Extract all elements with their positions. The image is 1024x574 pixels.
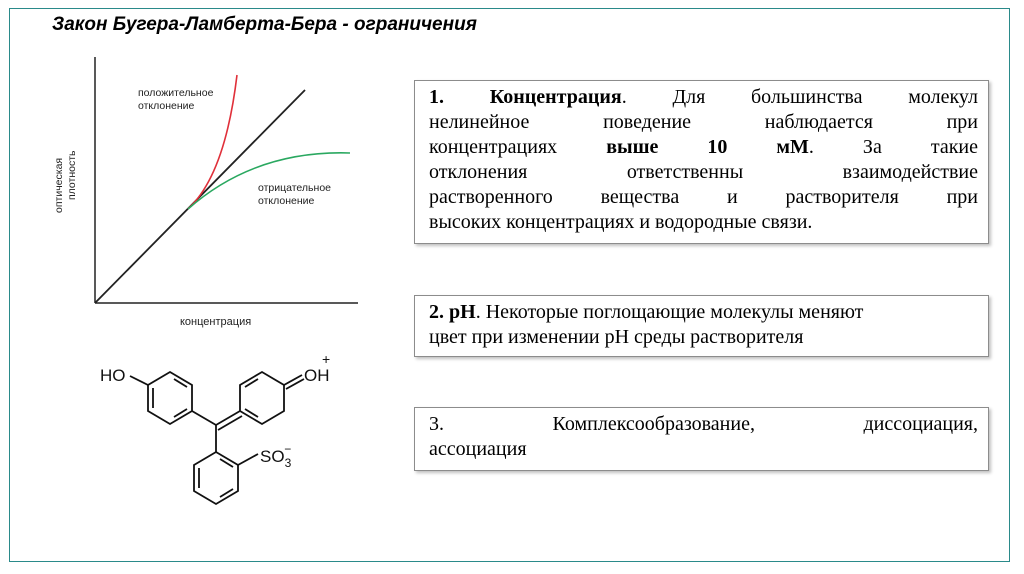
deviation-chart (40, 45, 370, 340)
complexation-box (414, 407, 989, 471)
oh-group: OH (304, 366, 330, 385)
negative-label-2: отклонение (258, 195, 315, 207)
ph-box (414, 295, 989, 357)
box2-line-2: цвет при изменении рН среды растворителя (429, 326, 804, 348)
y-axis-label-2: плотность (66, 150, 78, 200)
right-ring (240, 372, 284, 424)
box3-line-2: ассоциация (429, 438, 527, 460)
box1-line-6: высоких концентрациях и водородные связи. (429, 211, 813, 233)
positive-label-1: положительное (138, 87, 214, 99)
bottom-ring (194, 452, 238, 504)
plus-charge: + (322, 351, 331, 367)
y-axis-label-1: оптическая (53, 157, 65, 213)
ho-group: HO (100, 366, 126, 385)
sulfonate-group: $SO_3-$ (260, 442, 292, 470)
concentration-box (414, 80, 989, 244)
box1-line-3: концентрациях выше 10 мМ. За такие (429, 136, 978, 158)
box2-line-1: 2. рН. Некоторые поглощающие молекулы меняют (429, 301, 864, 323)
box1-line-5: растворенного вещества и растворителя при (429, 186, 978, 208)
x-axis-label: концентрация (180, 316, 252, 328)
negative-label-1: отрицательное (258, 182, 332, 194)
slide-title: Закон Бугера-Ламберта-Бера - ограничения (52, 14, 477, 35)
phenol-red-structure (90, 350, 360, 530)
box1-line-4: отклонения ответственны взаимодействие (429, 161, 978, 183)
left-ring (148, 372, 192, 424)
box1-line-2: нелинейное поведение наблюдается при (429, 111, 978, 133)
box3-line-1: 3. Комплексообразование, диссоциация, (429, 413, 979, 435)
box1-line-1: 1. Концентрация. Для большинства молекул (429, 86, 978, 108)
positive-label-2: отклонение (138, 100, 195, 112)
